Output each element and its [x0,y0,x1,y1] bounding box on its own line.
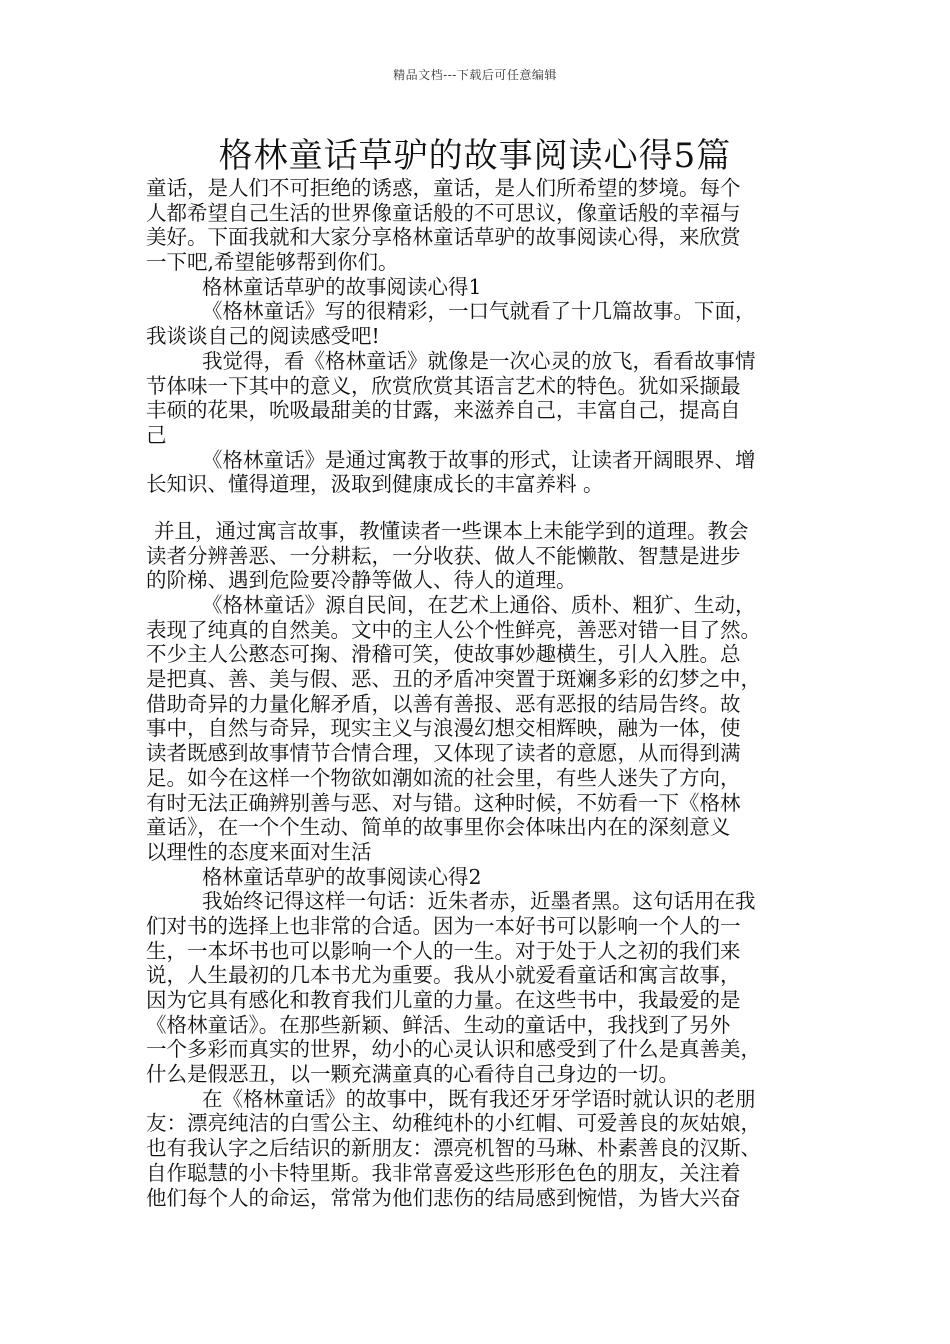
text-line: 《格林童话》写的很精彩，一口气就看了十几篇故事。下面， [202,299,756,324]
text-line: 们对书的选择上也非常的合适。因为一本好书可以影响一个人的一 [146,913,741,938]
text-line: 他们每个人的命运，常常为他们悲伤的结局感到惋惜，为皆大兴奋 [146,1185,741,1210]
section-heading-2: 格林童话草驴的故事阅读心得2 [202,864,482,889]
text-line: 我始终记得这样一句话：近朱者赤，近墨者黑。这句话用在我 [202,889,756,914]
text-line: 不少主人公憨态可掬、滑稽可笑，使故事妙趣横生，引人入胜。总 [146,642,741,667]
document-title: 格林童话草驴的故事阅读心得5篇 [218,136,732,176]
text-line: 友：漂亮纯洁的白雪公主、幼稚纯朴的小红帽、可爱善良的灰姑娘， [146,1111,761,1136]
text-line: 因为它具有感化和教育我们儿童的力量。在这些书中，我最爱的是 [146,988,741,1012]
text-line: 在《格林童话》的故事中，既有我还牙牙学语时就认识的老朋 [202,1086,756,1111]
text-line: 自作聪慧的小卡特里斯。我非常喜爱这些形形色色的朋友，关注着 [146,1160,741,1185]
body-text [146,176,806,1210]
paragraph-gap [146,497,806,519]
text-line: 以理性的态度来面对生活 [146,839,372,864]
text-line: 人都希望自己生活的世界像童话般的不可思议，像童话般的幸福与 [146,200,741,225]
text-line: 丰硕的花果，吮吸最甜美的甘露，来滋养自己，丰富自己，提高自 [146,398,741,423]
text-line: 长知识、懂得道理，汲取到健康成长的丰富养料 。 [146,472,604,497]
text-line: 童话，是人们不可拒绝的诱惑，童话，是人们所希望的梦境。每个 [146,176,741,200]
text-line: 我谈谈自己的阅读感受吧! [146,324,380,349]
text-line: 己 [146,422,167,447]
text-line: 并且，通过寓言故事，教懂读者一些课本上未能学到的道理。教会 [154,518,749,543]
text-line: 一个多彩而真实的世界，幼小的心灵认识和感受到了什么是真善美， [146,1037,761,1062]
text-line: 也有我认字之后结识的新朋友：漂亮机智的马琳、朴素善良的汉斯、 [146,1136,761,1161]
text-line: 足。如今在这样一个物欲如潮如流的社会里，有些人迷失了方向， [146,765,741,790]
text-line: 什么是假恶丑，以一颗充满童真的心看待自己身边的一切。 [146,1062,679,1087]
text-line: 我觉得，看《格林童话》就像是一次心灵的放飞，看看故事情 [202,348,756,373]
text-line: 《格林童话》。在那些新颖、鲜活、生动的童话中，我找到了另外 [146,1012,731,1037]
text-line: 节体味一下其中的意义，欣赏欣赏其语言艺术的特色。犹如采撷最 [146,373,741,398]
text-line: 美好。下面我就和大家分享格林童话草驴的故事阅读心得，来欣赏 [146,225,741,250]
text-line: 事中，自然与奇异，现实主义与浪漫幻想交相辉映，融为一体，使 [146,716,741,741]
text-line: 《格林童话》源自民间，在艺术上通俗、质朴、粗犷、生动， [202,593,756,617]
text-line: 生，一本坏书也可以影响一个人的一生。对于处于人之初的我们来 [146,938,741,963]
text-line: 表现了纯真的自然美。文中的主人公个性鲜亮，善恶对错一目了然。 [146,617,761,642]
text-line: 童话》，在一个个生动、简单的故事里你会体味出内在的深刻意义 [146,815,731,840]
text-line: 说，人生最初的几本书尤为重要。我从小就爱看童话和寓言故事， [146,963,741,988]
text-line: 读者既感到故事情节合情合理，又体现了读者的意愿，从而得到满 [146,741,741,766]
text-line: 《格林童话》是通过寓教于故事的形式，让读者开阔眼界、增 [202,447,756,472]
header-note: 精品文档---下载后可任意编辑 [393,68,557,82]
text-line: 读者分辨善恶、一分耕耘，一分收获、做人不能懒散、智慧是进步 [146,543,741,568]
section-heading-1: 格林童话草驴的故事阅读心得1 [202,274,482,299]
text-line: 有时无法正确辨别善与恶、对与错。这种时候，不妨看一下《格林 [146,790,741,815]
text-line: 是把真、善、美与假、恶、丑的矛盾冲突置于斑斓多彩的幻梦之中， [146,667,761,692]
text-line: 借助奇异的力量化解矛盾，以善有善报、恶有恶报的结局告终。故 [146,691,741,716]
text-line: 的阶梯、遇到危险要冷静等做人、待人的道理。 [146,568,577,593]
text-line: 一下吧,希望能够帮到你们。 [146,250,399,275]
